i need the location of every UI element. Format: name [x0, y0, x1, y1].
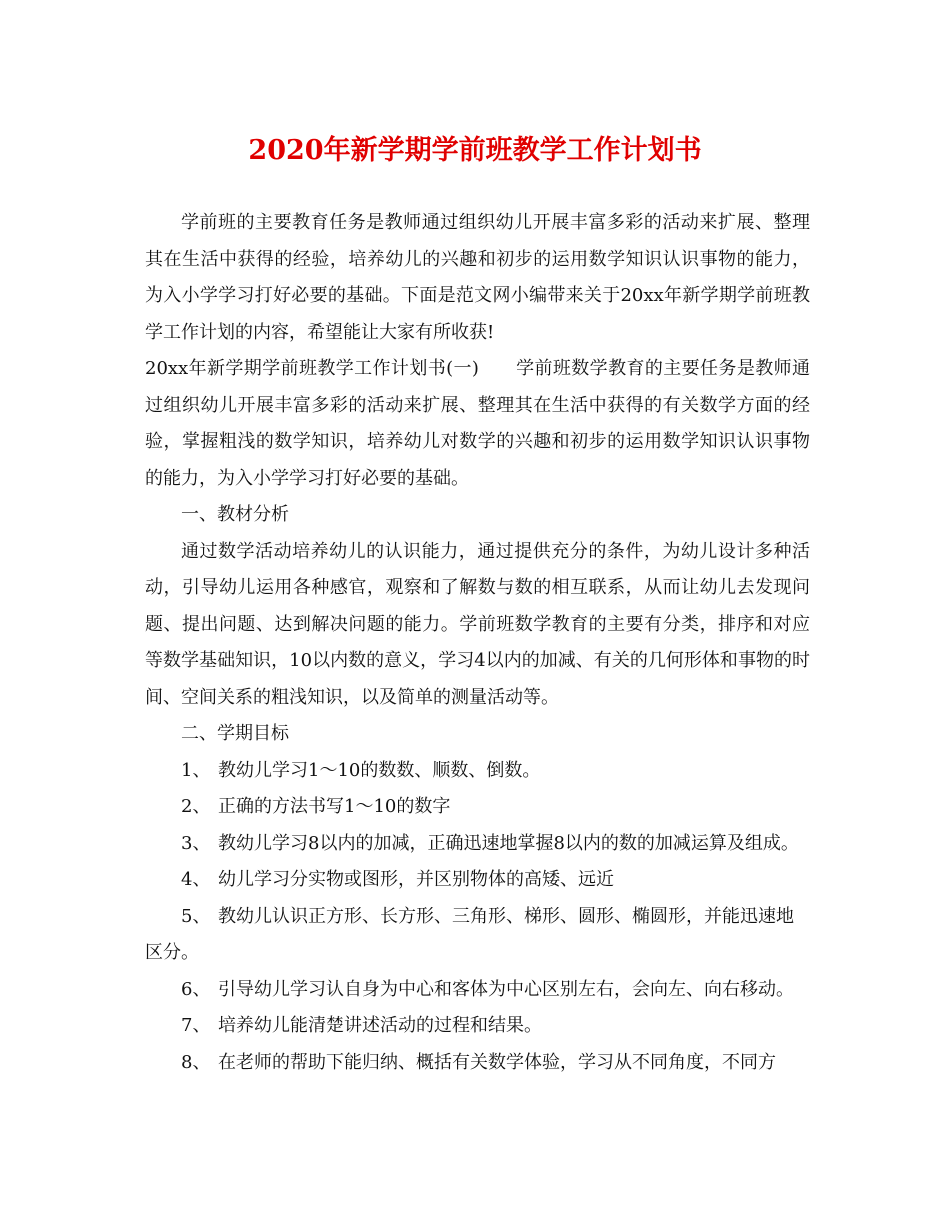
goal-text: 在老师的帮助下能归纳、概括有关数学体验，学习从不同角度，不同方 — [218, 1051, 776, 1073]
goal-number: 6、 — [181, 978, 211, 1000]
goal-number: 3、 — [181, 832, 211, 854]
goal-item — [145, 1008, 810, 1045]
goal-number: 7、 — [181, 1015, 211, 1036]
goal-text: 培养幼儿能清楚讲述活动的过程和结果。 — [218, 1015, 542, 1036]
goal-text: 引导幼儿学习认自身为中心和客体为中心区别左右，会向左、向右移动。 — [218, 978, 794, 1000]
goal-text: 教幼儿学习1～10的数数、顺数、倒数。 — [218, 759, 541, 781]
document-title: 2020年新学期学前班教学工作计划书 — [248, 135, 702, 166]
goal-item — [145, 826, 810, 863]
goal-item — [145, 1045, 810, 1082]
goal-item — [145, 862, 810, 899]
intro-paragraph: 学前班的主要教育任务是教师通过组织幼儿开展丰富多彩的活动来扩展、整理其在生活中获得的经验，培养幼儿的兴趣和初步的运用数学知识认识事物的能力，为入小学学习打好必要的基础。下面是范文网小编带来关于20xx年新学期学前班教学工作计划的内容，希望能让大家有所收获! — [145, 212, 810, 343]
goal-item — [145, 972, 810, 1009]
goal-number: 4、 — [181, 869, 211, 890]
goal-number: 8、 — [181, 1051, 211, 1073]
document-body — [145, 205, 810, 1081]
goal-number: 2、 — [181, 796, 211, 817]
goal-item — [145, 753, 810, 790]
goal-number: 1、 — [181, 759, 211, 781]
section1-heading: 一、教材分析 — [181, 504, 289, 525]
goal-text: 幼儿学习分实物或图形，并区别物体的高矮、远近 — [218, 869, 614, 890]
goal-item — [145, 899, 810, 972]
goal-text: 教幼儿学习8以内的加减，正确迅速地掌握8以内的数的加减运算及组成。 — [218, 832, 799, 854]
section1-paragraph: 通过数学活动培养幼儿的认识能力，通过提供充分的条件，为幼儿设计多种活动，引导幼儿运用各种感官，观察和了解数与数的相互联系，从而让幼儿去发现问题、提出问题、达到解决问题的能力。学前班数学教育的主要有分类，排序和对应等数学基础知识，10以内数的意义，学习4以内的加减、有关的几何形体和事物的时间、空间关系的粗浅知识，以及简单的测量活动等。 — [145, 540, 810, 708]
goal-text: 教幼儿认识正方形、长方形、三角形、梯形、圆形、椭圆形，并能迅速地区分。 — [145, 905, 794, 963]
goal-item — [145, 789, 810, 826]
goal-text: 正确的方法书写1～10的数字 — [218, 796, 451, 817]
section2-heading: 二、学期目标 — [181, 723, 289, 744]
part1-paragraph: 20xx年新学期学前班教学工作计划书(一) 学前班数学教育的主要任务是教师通过组织幼儿开展丰富多彩的活动来扩展、整理其在生活中获得的有关数学方面的经验，掌握粗浅的数学知识，培养幼儿对数学的兴趣和初步的运用数学知识认识事物的能力，为入小学学习打好必要的基础。 — [145, 358, 810, 489]
goal-number: 5、 — [181, 905, 211, 927]
